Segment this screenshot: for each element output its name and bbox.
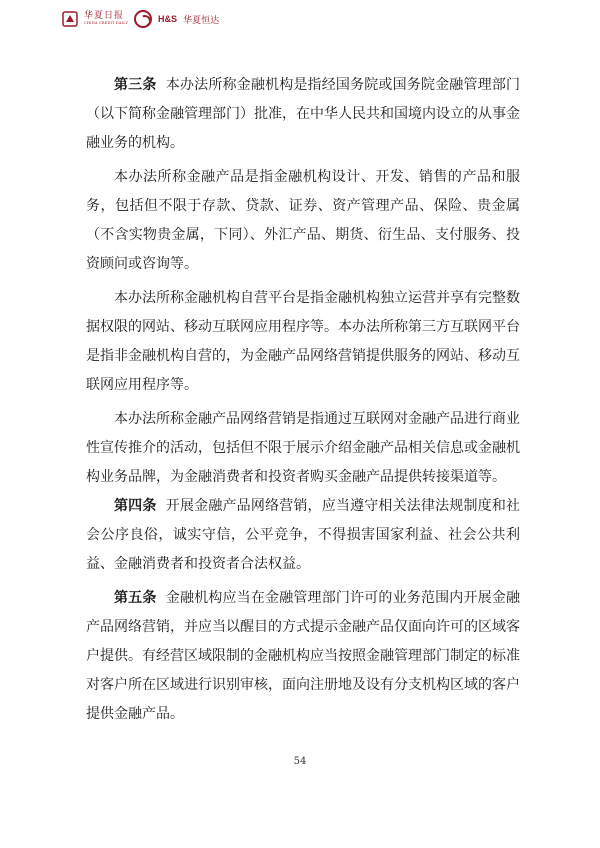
- logo-wordmark: [84, 12, 128, 26]
- article-4-title: 第四条: [114, 498, 157, 514]
- hs-logo-text: H&S: [158, 14, 178, 24]
- article-4-text-1: 开展金融产品网络营销，应当遵守相关法律法规制度和社会公序良俗，诚实守信，公平竞争，不得损害国家利益、社会公共利益、金融消费者和投资者合法权益。: [86, 498, 521, 572]
- hs-logo-cn-text: 华夏恒达: [183, 15, 220, 26]
- logo-sub-text: CHINA CREDIT DAILY: [84, 21, 129, 26]
- article-5-text-1: 金融机构应当在金融管理部门许可的业务范围内开展金融产品网络营销，并应当以醒目的方式提示金融产品仅面向许可的区域客户提供。有经营区域限制的金融机构应当按照金融管理部门制定的标准对客户所在区域进行识别审核，面向注册地及设有分支机构区域的客户提供金融产品。: [86, 590, 521, 722]
- article-3-paragraph-1: [86, 71, 520, 158]
- hs-logo-icon: [134, 10, 152, 28]
- page-header: [62, 8, 262, 30]
- article-3-text-1: 本办法所称金融机构是指经国务院或国务院金融管理部门（以下简称金融管理部门）批准，在中华人民共和国境内设立的从事金融业务的机构。: [86, 77, 521, 151]
- document-body: [86, 71, 520, 729]
- article-5-title: 第五条: [114, 590, 157, 606]
- article-3-paragraph-3: 本办法所称金融机构自营平台是指金融机构独立运营并享有完整数据权限的网站、移动互联网应用程序等。本办法所称第三方互联网平台是指非金融机构自营的，为金融产品网络营销提供服务的网站、移动互联网应用程序等。: [86, 290, 520, 393]
- logo-primary-text: 华夏日报: [84, 11, 125, 22]
- logo-emblem-icon: [62, 11, 78, 27]
- article-4-paragraph-1: [86, 492, 520, 579]
- article-3-paragraph-2: 本办法所称金融产品是指金融机构设计、开发、销售的产品和服务，包括但不限于存款、贷款、证券、资产管理产品、保险、贵金属（不含实物贵金属，下同）、外汇产品、期货、衍生品、支付服务、投资顾问或咨询等。: [86, 169, 520, 272]
- article-3-title: 第三条: [114, 77, 157, 93]
- article-5-paragraph-1: [86, 584, 520, 729]
- page-number: 54: [293, 756, 307, 767]
- article-3-paragraph-4: 本办法所称金融产品网络营销是指通过互联网对金融产品进行商业性宣传推介的活动，包括但不限于展示介绍金融产品相关信息或金融机构业务品牌，为金融消费者和投资者购买金融产品提供转接渠道等。: [86, 411, 520, 485]
